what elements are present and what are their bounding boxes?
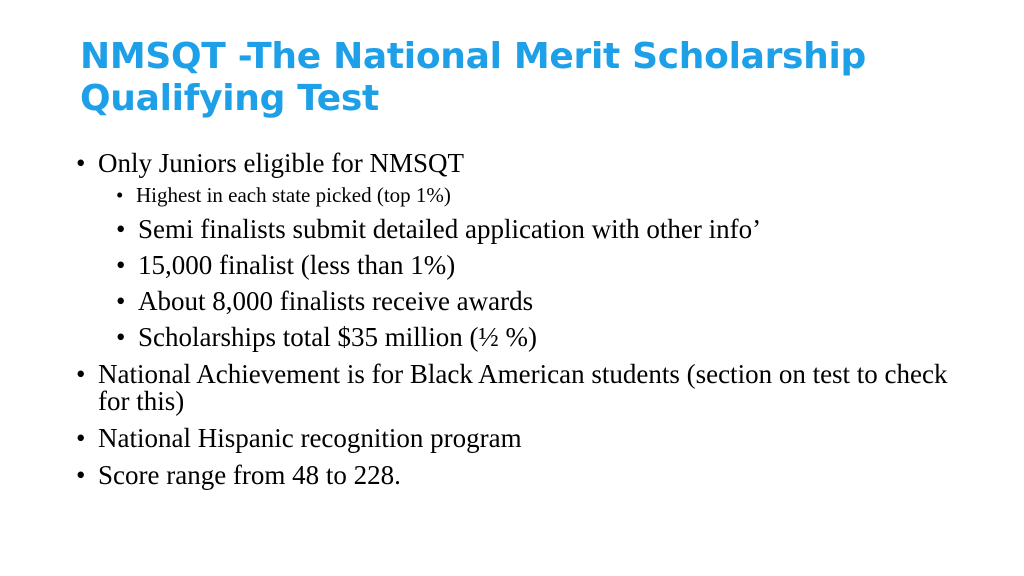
slide-title (80, 36, 980, 120)
bullet-icon: • (76, 148, 86, 178)
bullet-icon: • (116, 250, 126, 280)
bullet-text: Only Juniors eligible for NMSQT (98, 148, 464, 178)
sub-bullet-text: 15,000 finalist (less than 1%) (138, 250, 456, 280)
bullet-icon: • (76, 423, 86, 453)
title-text: -The National Merit Scholarship Qualifying Test (80, 36, 867, 119)
sub-bullet-list (116, 183, 956, 351)
bullet-text: National Achievement is for Black American students (section on test to check for this) (98, 359, 948, 416)
sub-bullet-text: Highest in each state picked (top 1%) (136, 183, 451, 207)
sub-bullet-item (116, 288, 956, 315)
bullet-icon: • (116, 183, 124, 207)
bullet-item-score-range (76, 462, 956, 489)
bullet-icon: • (116, 286, 126, 316)
sub-bullet-item (116, 324, 956, 351)
bullet-icon: • (116, 322, 126, 352)
sub-bullet-text: About 8,000 finalists receive awards (138, 286, 534, 316)
bullet-item-national-achievement (76, 361, 956, 415)
sub-bullet-item (116, 216, 956, 243)
bullet-item-hispanic-program (76, 425, 956, 452)
bullet-text: Score range from 48 to 228. (98, 460, 401, 490)
bullet-icon: • (76, 359, 86, 389)
bullet-icon: • (76, 460, 86, 490)
bullet-text: National Hispanic recognition program (98, 423, 522, 453)
bullet-item-juniors (76, 150, 956, 351)
slide-body (76, 150, 956, 499)
title-abbreviation: NMSQT (80, 36, 226, 77)
sub-bullet-text: Semi finalists submit detailed application with other info’ (138, 214, 762, 244)
sub-bullet-item (116, 252, 956, 279)
bullet-list (76, 150, 956, 489)
sub-bullet-item (116, 183, 956, 207)
sub-bullet-text: Scholarships total $35 million (½ %) (138, 322, 537, 352)
bullet-icon: • (116, 214, 126, 244)
